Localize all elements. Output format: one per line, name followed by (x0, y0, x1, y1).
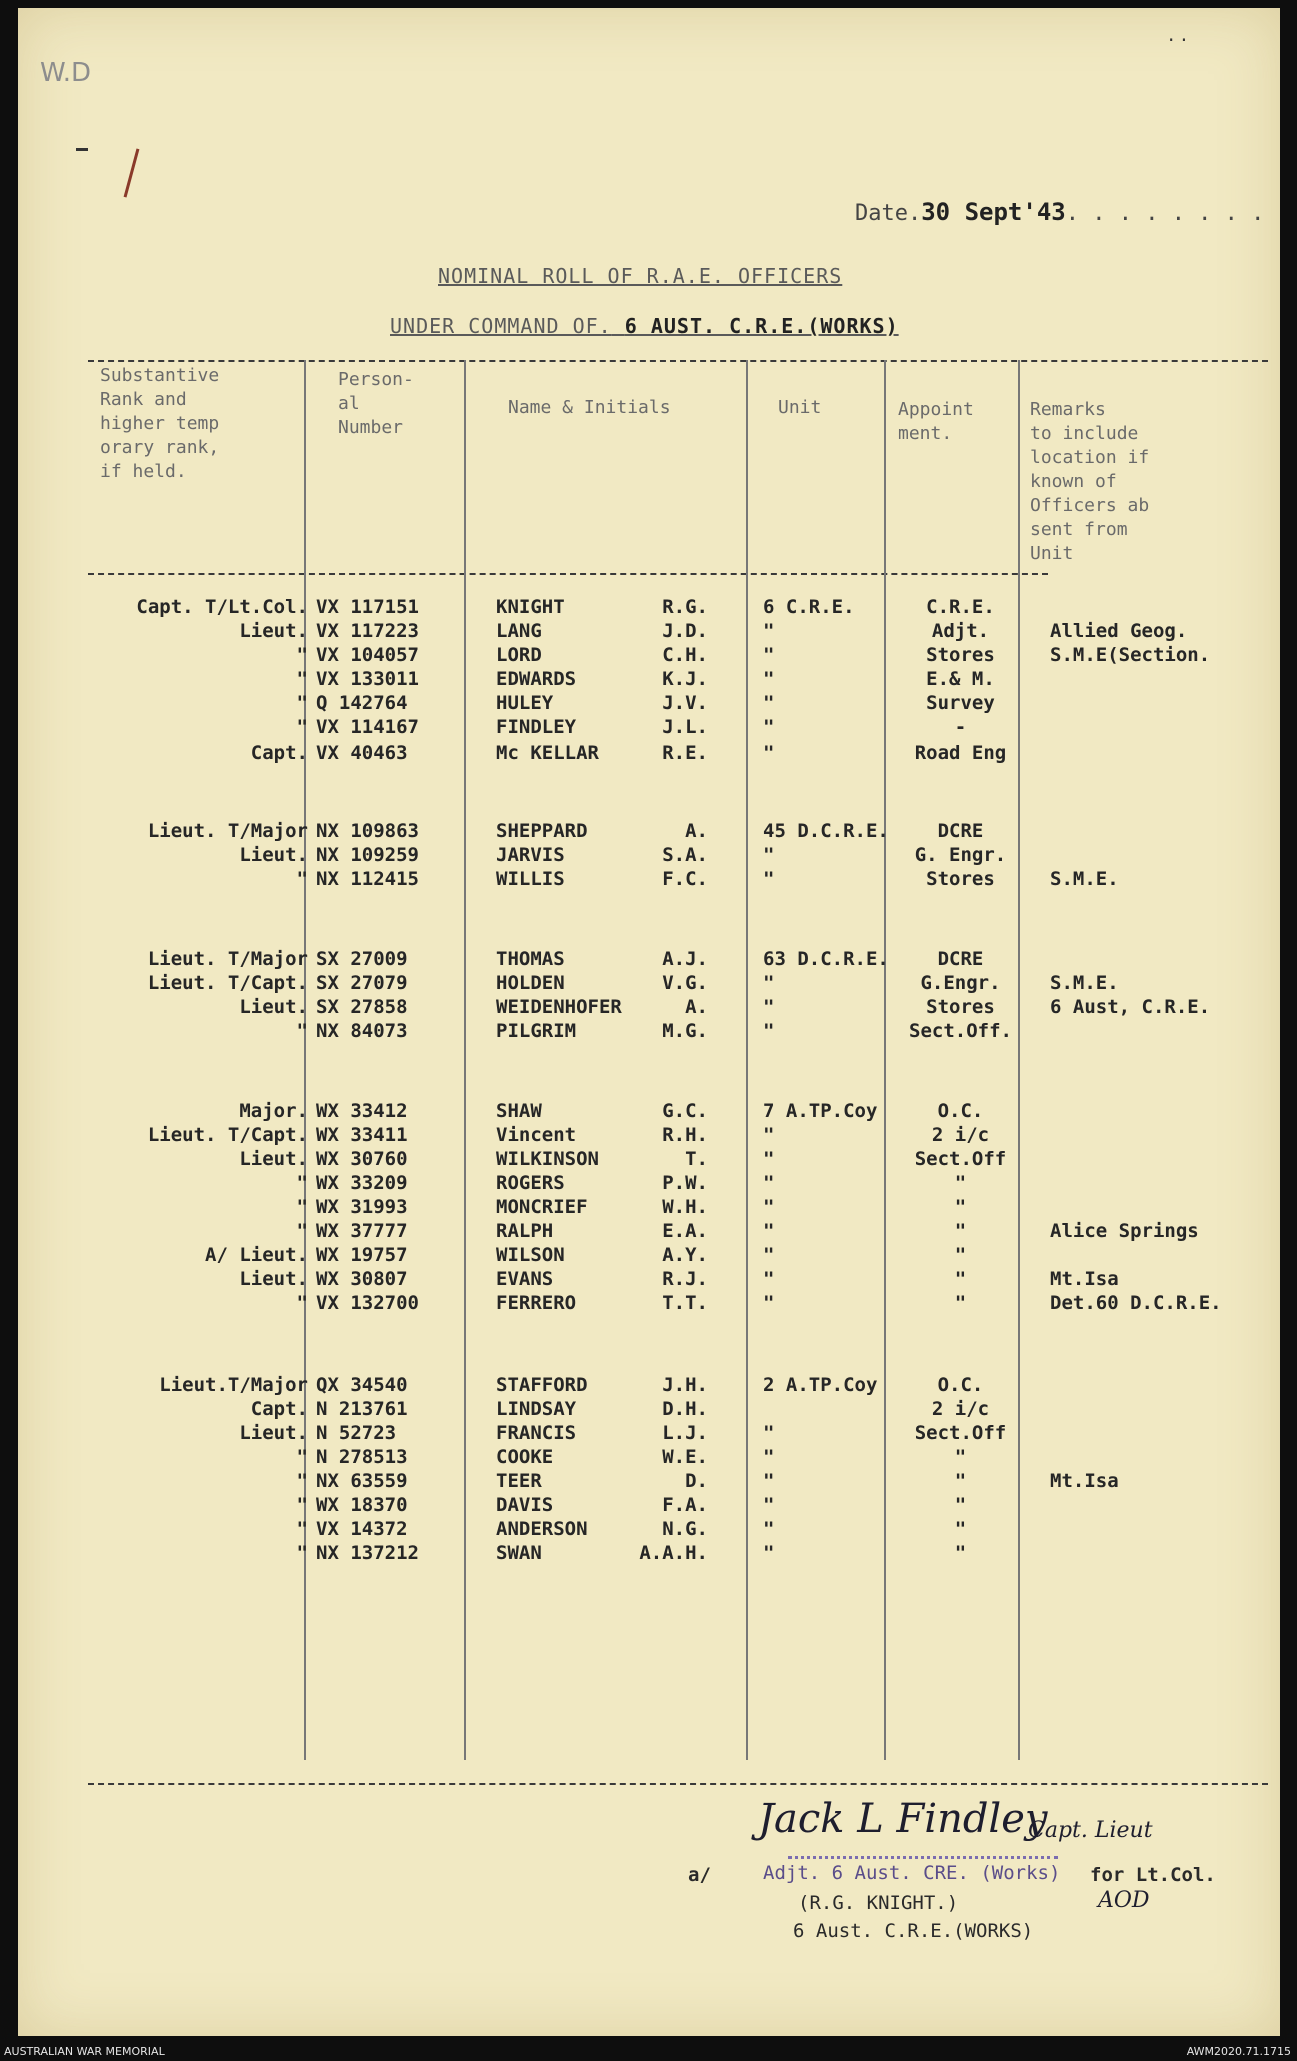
row-remarks: Allied Geog. (1050, 620, 1188, 642)
row-rank: Capt. (250, 1398, 308, 1420)
row-personal-number: NX 137212 (316, 1542, 419, 1564)
row-unit: 6 C.R.E. (763, 596, 855, 618)
row-initials: A.Y. (662, 1244, 708, 1266)
row-appointment: Road Eng (914, 742, 1007, 764)
footer-source: AUSTRALIAN WAR MEMORIAL (4, 2045, 165, 2058)
row-personal-number: NX 84073 (316, 1020, 408, 1042)
row-appointment: Adjt. (931, 620, 990, 642)
row-initials: A. (685, 996, 708, 1018)
row-rank: " (296, 644, 308, 666)
row-initials: S.A. (662, 844, 708, 866)
row-name: MONCRIEF (496, 1196, 588, 1218)
row-appointment: " (954, 1470, 967, 1492)
row-initials: V.G. (662, 972, 708, 994)
row-initials: R.H. (662, 1124, 708, 1146)
row-name: WILKINSON (496, 1148, 599, 1170)
row-rank: Lieut. (239, 996, 308, 1018)
signature-prefix: a/ (688, 1864, 711, 1886)
row-rank: Lieut.T/Major (159, 1374, 308, 1396)
command-line (390, 314, 899, 338)
row-initials: W.H. (662, 1196, 708, 1218)
col-header-name: Name & Initials (508, 397, 671, 418)
document-title: NOMINAL ROLL OF R.A.E. OFFICERS (438, 264, 843, 288)
row-remarks: S.M.E(Section. (1050, 644, 1211, 666)
row-unit: " (763, 1292, 775, 1314)
row-name: HOLDEN (496, 972, 565, 994)
row-unit: 45 D.C.R.E. (763, 820, 889, 842)
corner-pencil-mark: W.D (40, 58, 92, 88)
row-unit: 63 D.C.R.E. (763, 948, 889, 970)
row-appointment: " (954, 1542, 967, 1564)
col-header-rank: Substantive Rank and higher temp orary rank, if held. (100, 365, 220, 482)
row-personal-number: WX 30760 (316, 1148, 408, 1170)
table-top-rule (88, 360, 1268, 362)
row-unit: " (763, 1518, 775, 1540)
row-initials: A.A.H. (639, 1542, 708, 1564)
row-personal-number: WX 37777 (316, 1220, 408, 1242)
row-name: EVANS (496, 1268, 554, 1290)
row-personal-number: WX 31993 (316, 1196, 408, 1218)
row-appointment: " (954, 1518, 967, 1540)
row-initials: D.H. (662, 1398, 708, 1420)
row-personal-number: NX 112415 (316, 868, 419, 890)
adjutant-stamp: Adjt. 6 Aust. CRE. (Works) (763, 1862, 1061, 1884)
row-name: STAFFORD (496, 1374, 588, 1396)
table-bottom-rule (88, 1783, 1268, 1785)
row-rank: " (296, 1172, 308, 1194)
row-appointment: Survey (926, 692, 995, 714)
handwritten-signature: Jack L Findley (758, 1796, 1048, 1842)
signatory-unit: 6 Aust. C.R.E.(WORKS) (793, 1920, 1034, 1942)
row-unit: " (763, 1220, 775, 1242)
row-name: ANDERSON (496, 1518, 588, 1540)
row-appointment: G.Engr. (920, 972, 1001, 994)
row-remarks: Mt.Isa (1050, 1268, 1119, 1290)
col-header-remarks: Remarks to include location if known of Officers ab sent from Unit (1030, 399, 1150, 564)
row-rank: Capt. T/Lt.Col. (136, 596, 308, 618)
row-rank: Lieut. T/Capt. (147, 1124, 308, 1146)
row-initials: G.C. (662, 1100, 708, 1122)
row-initials: F.A. (662, 1494, 708, 1516)
row-initials: W.E. (662, 1446, 708, 1468)
row-remarks: S.M.E. (1050, 972, 1119, 994)
row-name: WILLIS (496, 868, 565, 890)
row-rank: " (296, 1518, 308, 1540)
row-rank: A/ Lieut. (205, 1244, 308, 1266)
col-divider-4 (884, 360, 886, 1760)
red-pencil-tick (124, 148, 140, 197)
archive-footer (0, 2043, 1297, 2061)
row-unit: " (763, 1494, 775, 1516)
row-appointment: DCRE (937, 820, 984, 842)
row-initials: T. (685, 1148, 708, 1170)
row-name: ROGERS (496, 1172, 565, 1194)
row-personal-number: WX 33412 (316, 1100, 408, 1122)
row-initials: J.D. (662, 620, 708, 642)
row-initials: C.H. (662, 644, 708, 666)
command-value: 6 AUST. C.R.E.(WORKS) (624, 314, 899, 338)
row-personal-number: VX 114167 (316, 716, 419, 738)
row-unit: " (763, 692, 775, 714)
row-name: KNIGHT (496, 596, 565, 618)
row-personal-number: WX 30807 (316, 1268, 408, 1290)
row-rank: Lieut. (239, 1148, 308, 1170)
row-name: COOKE (496, 1446, 554, 1468)
row-rank: Lieut. T/Capt. (147, 972, 308, 994)
row-rank: " (296, 1494, 308, 1516)
row-appointment: " (954, 1446, 967, 1468)
handwritten-initials: AOD (1098, 1888, 1150, 1913)
row-unit: 7 A.TP.Coy (763, 1100, 878, 1122)
row-personal-number: NX 63559 (316, 1470, 408, 1492)
row-rank: Major. (239, 1100, 308, 1122)
row-initials: F.C. (662, 868, 708, 890)
row-name: WILSON (496, 1244, 565, 1266)
row-appointment: Stores (926, 868, 995, 890)
row-unit: " (763, 972, 775, 994)
row-remarks: Mt.Isa (1050, 1470, 1119, 1492)
row-personal-number: SX 27009 (316, 948, 408, 970)
ink-mark (76, 148, 88, 151)
col-header-appointment: Appoint ment. (898, 399, 974, 444)
row-personal-number: N 213761 (316, 1398, 408, 1420)
col-header-unit: Unit (778, 397, 822, 418)
row-personal-number: VX 133011 (316, 668, 419, 690)
row-remarks: 6 Aust, C.R.E. (1050, 996, 1211, 1018)
row-unit: " (763, 1020, 775, 1042)
command-label: UNDER COMMAND OF. (390, 314, 612, 338)
date-dots: . . . . . . . . (1065, 201, 1265, 226)
row-name: FRANCIS (496, 1422, 577, 1444)
row-initials: J.H. (662, 1374, 708, 1396)
row-appointment: " (954, 1494, 967, 1516)
row-unit: " (763, 844, 775, 866)
document-sheet (18, 8, 1280, 2036)
row-appointment: " (954, 1196, 967, 1218)
row-initials: N.G. (662, 1518, 708, 1540)
for-line: for Lt.Col. (1090, 1864, 1216, 1886)
row-personal-number: VX 104057 (316, 644, 419, 666)
row-initials: R.G. (662, 596, 708, 618)
row-personal-number: SX 27079 (316, 972, 408, 994)
row-remarks: Det.60 D.C.R.E. (1050, 1292, 1222, 1314)
row-rank: " (296, 868, 308, 890)
row-rank: " (296, 1446, 308, 1468)
row-appointment: - (954, 716, 967, 738)
row-personal-number: WX 19757 (316, 1244, 408, 1266)
row-appointment: Sect.Off (914, 1422, 1007, 1444)
row-appointment: O.C. (937, 1100, 984, 1122)
row-appointment: Sect.Off. (909, 1020, 1012, 1042)
row-name: WEIDENHOFER (496, 996, 622, 1018)
row-rank: " (296, 692, 308, 714)
row-appointment: " (954, 1172, 967, 1194)
row-remarks: Alice Springs (1050, 1220, 1199, 1242)
row-name: FERRERO (496, 1292, 577, 1314)
row-personal-number: WX 33209 (316, 1172, 408, 1194)
row-rank: Lieut. (239, 1422, 308, 1444)
row-personal-number: VX 132700 (316, 1292, 419, 1314)
row-initials: E.A. (662, 1220, 708, 1242)
row-personal-number: N 278513 (316, 1446, 408, 1468)
row-appointment: E.& M. (926, 668, 995, 690)
row-unit: 2 A.TP.Coy (763, 1374, 878, 1396)
row-unit: " (763, 996, 775, 1018)
row-name: DAVIS (496, 1494, 554, 1516)
row-appointment: C.R.E. (926, 596, 995, 618)
row-appointment: " (954, 1244, 967, 1266)
date-value: 30 Sept'43 (921, 198, 1066, 226)
row-initials: J.V. (662, 692, 708, 714)
row-rank: Lieut. (239, 620, 308, 642)
row-appointment: " (954, 1268, 967, 1290)
row-name: LORD (496, 644, 542, 666)
row-unit: " (763, 1148, 775, 1170)
row-name: TEER (496, 1470, 542, 1492)
row-rank: " (296, 1542, 308, 1564)
row-initials: J.L. (662, 716, 708, 738)
row-personal-number: SX 27858 (316, 996, 408, 1018)
row-rank: " (296, 1020, 308, 1042)
row-appointment: " (954, 1220, 967, 1242)
row-name: RALPH (496, 1220, 554, 1242)
row-rank: " (296, 1220, 308, 1242)
row-name: SWAN (496, 1542, 542, 1564)
date-line (855, 198, 1264, 226)
row-name: Vincent (496, 1124, 577, 1146)
row-rank: Lieut. (239, 1268, 308, 1290)
date-label: Date. (855, 201, 922, 226)
signature-dotted-line (788, 1856, 1058, 1859)
row-unit: " (763, 1196, 775, 1218)
row-rank: " (296, 716, 308, 738)
corner-dots: . . (1168, 22, 1188, 46)
row-unit: " (763, 1244, 775, 1266)
row-unit: " (763, 1268, 775, 1290)
row-unit: " (763, 742, 775, 764)
row-name: FINDLEY (496, 716, 577, 738)
row-initials: L.J. (662, 1422, 708, 1444)
row-name: LANG (496, 620, 542, 642)
row-rank: " (296, 1292, 308, 1314)
row-appointment: Stores (926, 996, 995, 1018)
row-name: THOMAS (496, 948, 565, 970)
row-initials: A. (685, 820, 708, 842)
row-initials: D. (685, 1470, 708, 1492)
row-rank: " (296, 1470, 308, 1492)
row-personal-number: WX 18370 (316, 1494, 408, 1516)
row-personal-number: Q 142764 (316, 692, 408, 714)
row-personal-number: WX 33411 (316, 1124, 408, 1146)
row-unit: " (763, 668, 775, 690)
row-personal-number: VX 117223 (316, 620, 419, 642)
row-rank: Capt. (250, 742, 308, 764)
row-appointment: G. Engr. (914, 844, 1007, 866)
row-name: PILGRIM (496, 1020, 577, 1042)
row-rank: Lieut. T/Major (147, 820, 308, 842)
row-personal-number: VX 117151 (316, 596, 419, 618)
row-initials: R.J. (662, 1268, 708, 1290)
row-personal-number: VX 40463 (316, 742, 408, 764)
row-personal-number: N 52723 (316, 1422, 397, 1444)
row-unit: " (763, 644, 775, 666)
handwritten-rank: Capt. Lieut (1028, 1818, 1153, 1843)
row-name: SHEPPARD (496, 820, 588, 842)
row-initials: A.J. (662, 948, 708, 970)
row-name: Mc KELLAR (496, 742, 599, 764)
row-unit: " (763, 620, 775, 642)
row-rank: " (296, 668, 308, 690)
row-appointment: 2 i/c (931, 1124, 990, 1146)
col-divider-2 (464, 360, 466, 1760)
row-initials: T.T. (662, 1292, 708, 1314)
row-personal-number: VX 14372 (316, 1518, 408, 1540)
row-unit: " (763, 868, 775, 890)
row-initials: M.G. (662, 1020, 708, 1042)
row-unit: " (763, 1172, 775, 1194)
header-bottom-rule (88, 573, 1048, 575)
row-personal-number: NX 109259 (316, 844, 419, 866)
row-appointment: Stores (926, 644, 995, 666)
row-appointment: DCRE (937, 948, 984, 970)
row-unit: " (763, 1542, 775, 1564)
row-unit: " (763, 1124, 775, 1146)
row-appointment: " (954, 1292, 967, 1314)
row-rank: " (296, 1196, 308, 1218)
footer-reference: AWM2020.71.1715 (1186, 2045, 1291, 2058)
row-personal-number: QX 34540 (316, 1374, 408, 1396)
row-initials: K.J. (662, 668, 708, 690)
row-unit: " (763, 1470, 775, 1492)
row-appointment: Sect.Off (914, 1148, 1007, 1170)
col-header-number: Person- al Number (338, 369, 414, 438)
row-initials: P.W. (662, 1172, 708, 1194)
row-name: LINDSAY (496, 1398, 577, 1420)
row-name: HULEY (496, 692, 554, 714)
row-unit: " (763, 716, 775, 738)
row-personal-number: NX 109863 (316, 820, 419, 842)
row-unit: " (763, 1422, 775, 1444)
signatory-name: (R.G. KNIGHT.) (798, 1892, 959, 1914)
row-remarks: S.M.E. (1050, 868, 1119, 890)
row-rank: Lieut. T/Major (147, 948, 308, 970)
row-rank: Lieut. (239, 844, 308, 866)
row-name: SHAW (496, 1100, 542, 1122)
row-initials: R.E. (662, 742, 708, 764)
row-unit: " (763, 1446, 775, 1468)
row-appointment: 2 i/c (931, 1398, 990, 1420)
row-name: JARVIS (496, 844, 565, 866)
col-divider-3 (746, 360, 748, 1760)
row-name: EDWARDS (496, 668, 577, 690)
row-appointment: O.C. (937, 1374, 984, 1396)
